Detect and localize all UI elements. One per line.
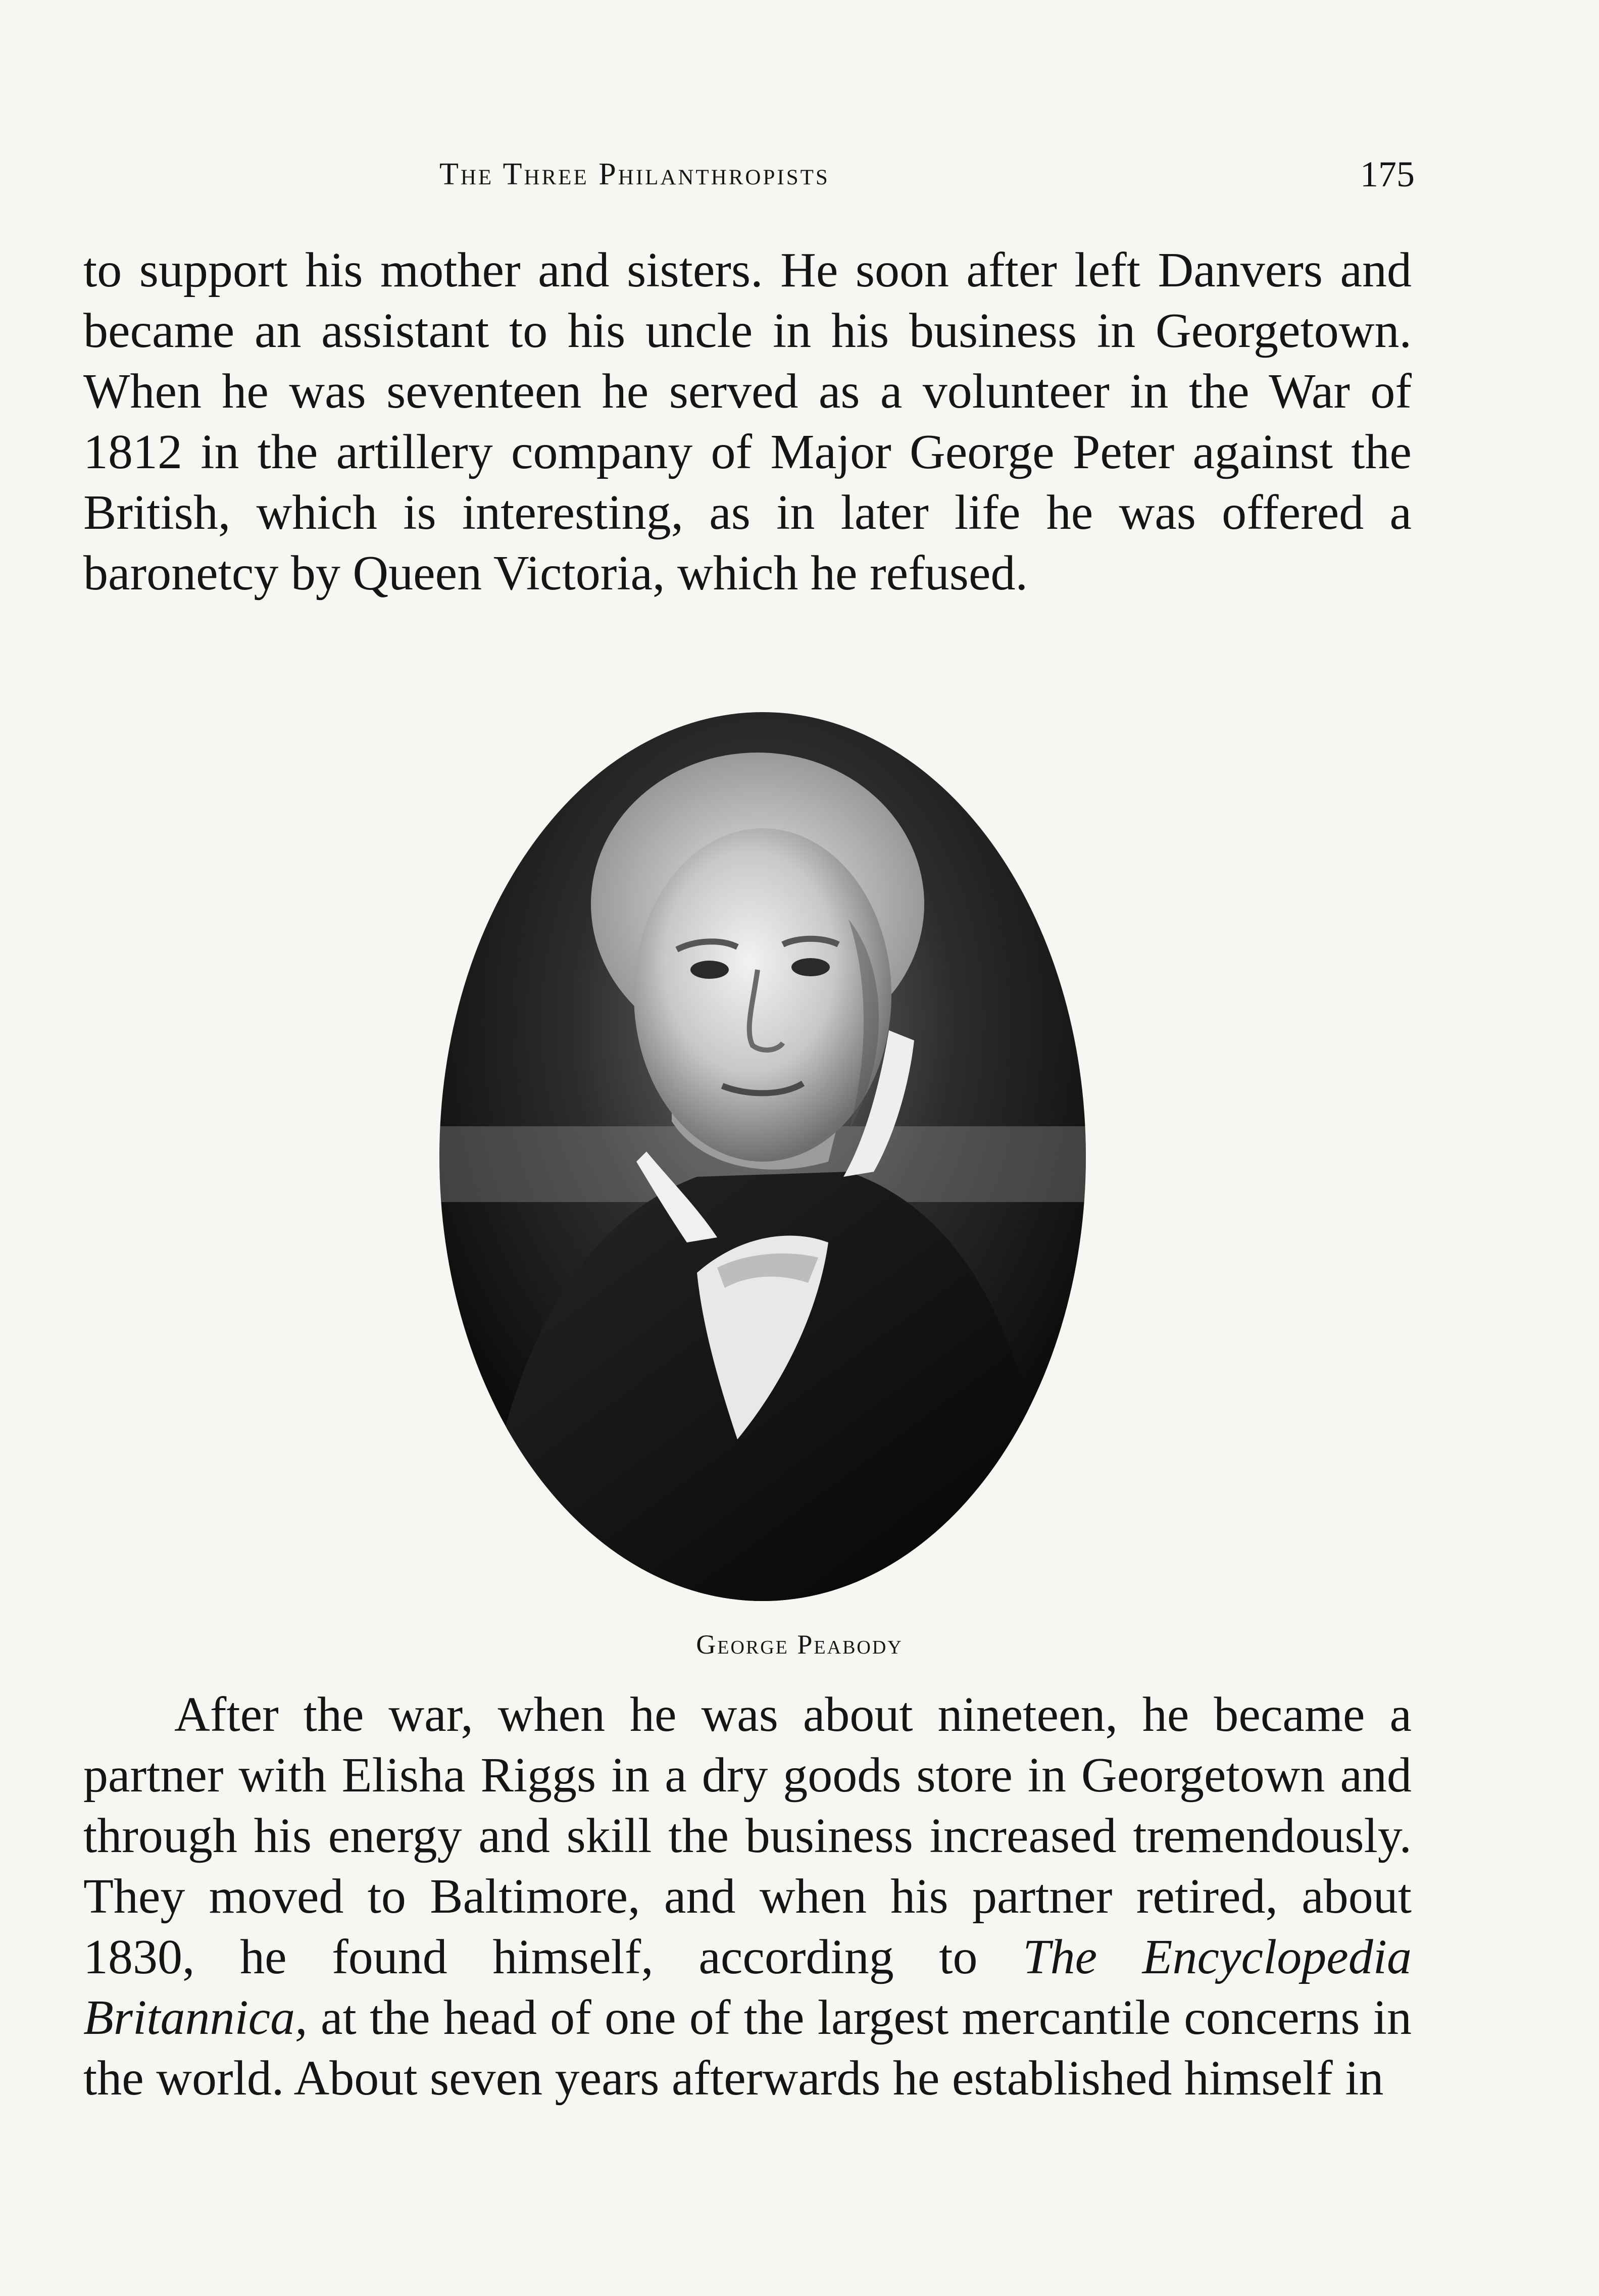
page-header [0,146,1599,202]
figure-caption [0,1629,1599,1660]
paragraph-2-text-end: at the head of one of the largest mercantile concerns in the world. About seven years afterwards he established himself in [83,1990,1412,2106]
page-number: 175 [1360,154,1415,194]
body-paragraph-1: to support his mother and sisters. He soon after left Danvers and became an assistant to his uncle in his business in Georgetown. When he was seventeen he served as a volunteer in the War of 1812 in the artillery company of Major George Peter against the British, which is interesting, as in later life he was offered a baronetcy by Queen Victoria, which he refused. [83,243,1412,601]
book-title-italic: The Encyclopedia Britannica, [83,1930,1412,2045]
paragraph-2-text-start: After the war, when he was about nineteen, he became a partner with Elisha Riggs in a dry goods store in Georgetown and through his energy and skill the business increased tremendously. They moved to Baltimore, and when his partner retired, about 1830, he found himself, according to [83,1687,1412,1984]
running-head: The Three Philanthropists [439,157,830,191]
portrait-image [434,707,1091,1606]
portrait-figure [434,707,1091,1606]
body-paragraph-2 [83,1684,1412,2109]
caption-text: George Peabody [696,1629,903,1660]
